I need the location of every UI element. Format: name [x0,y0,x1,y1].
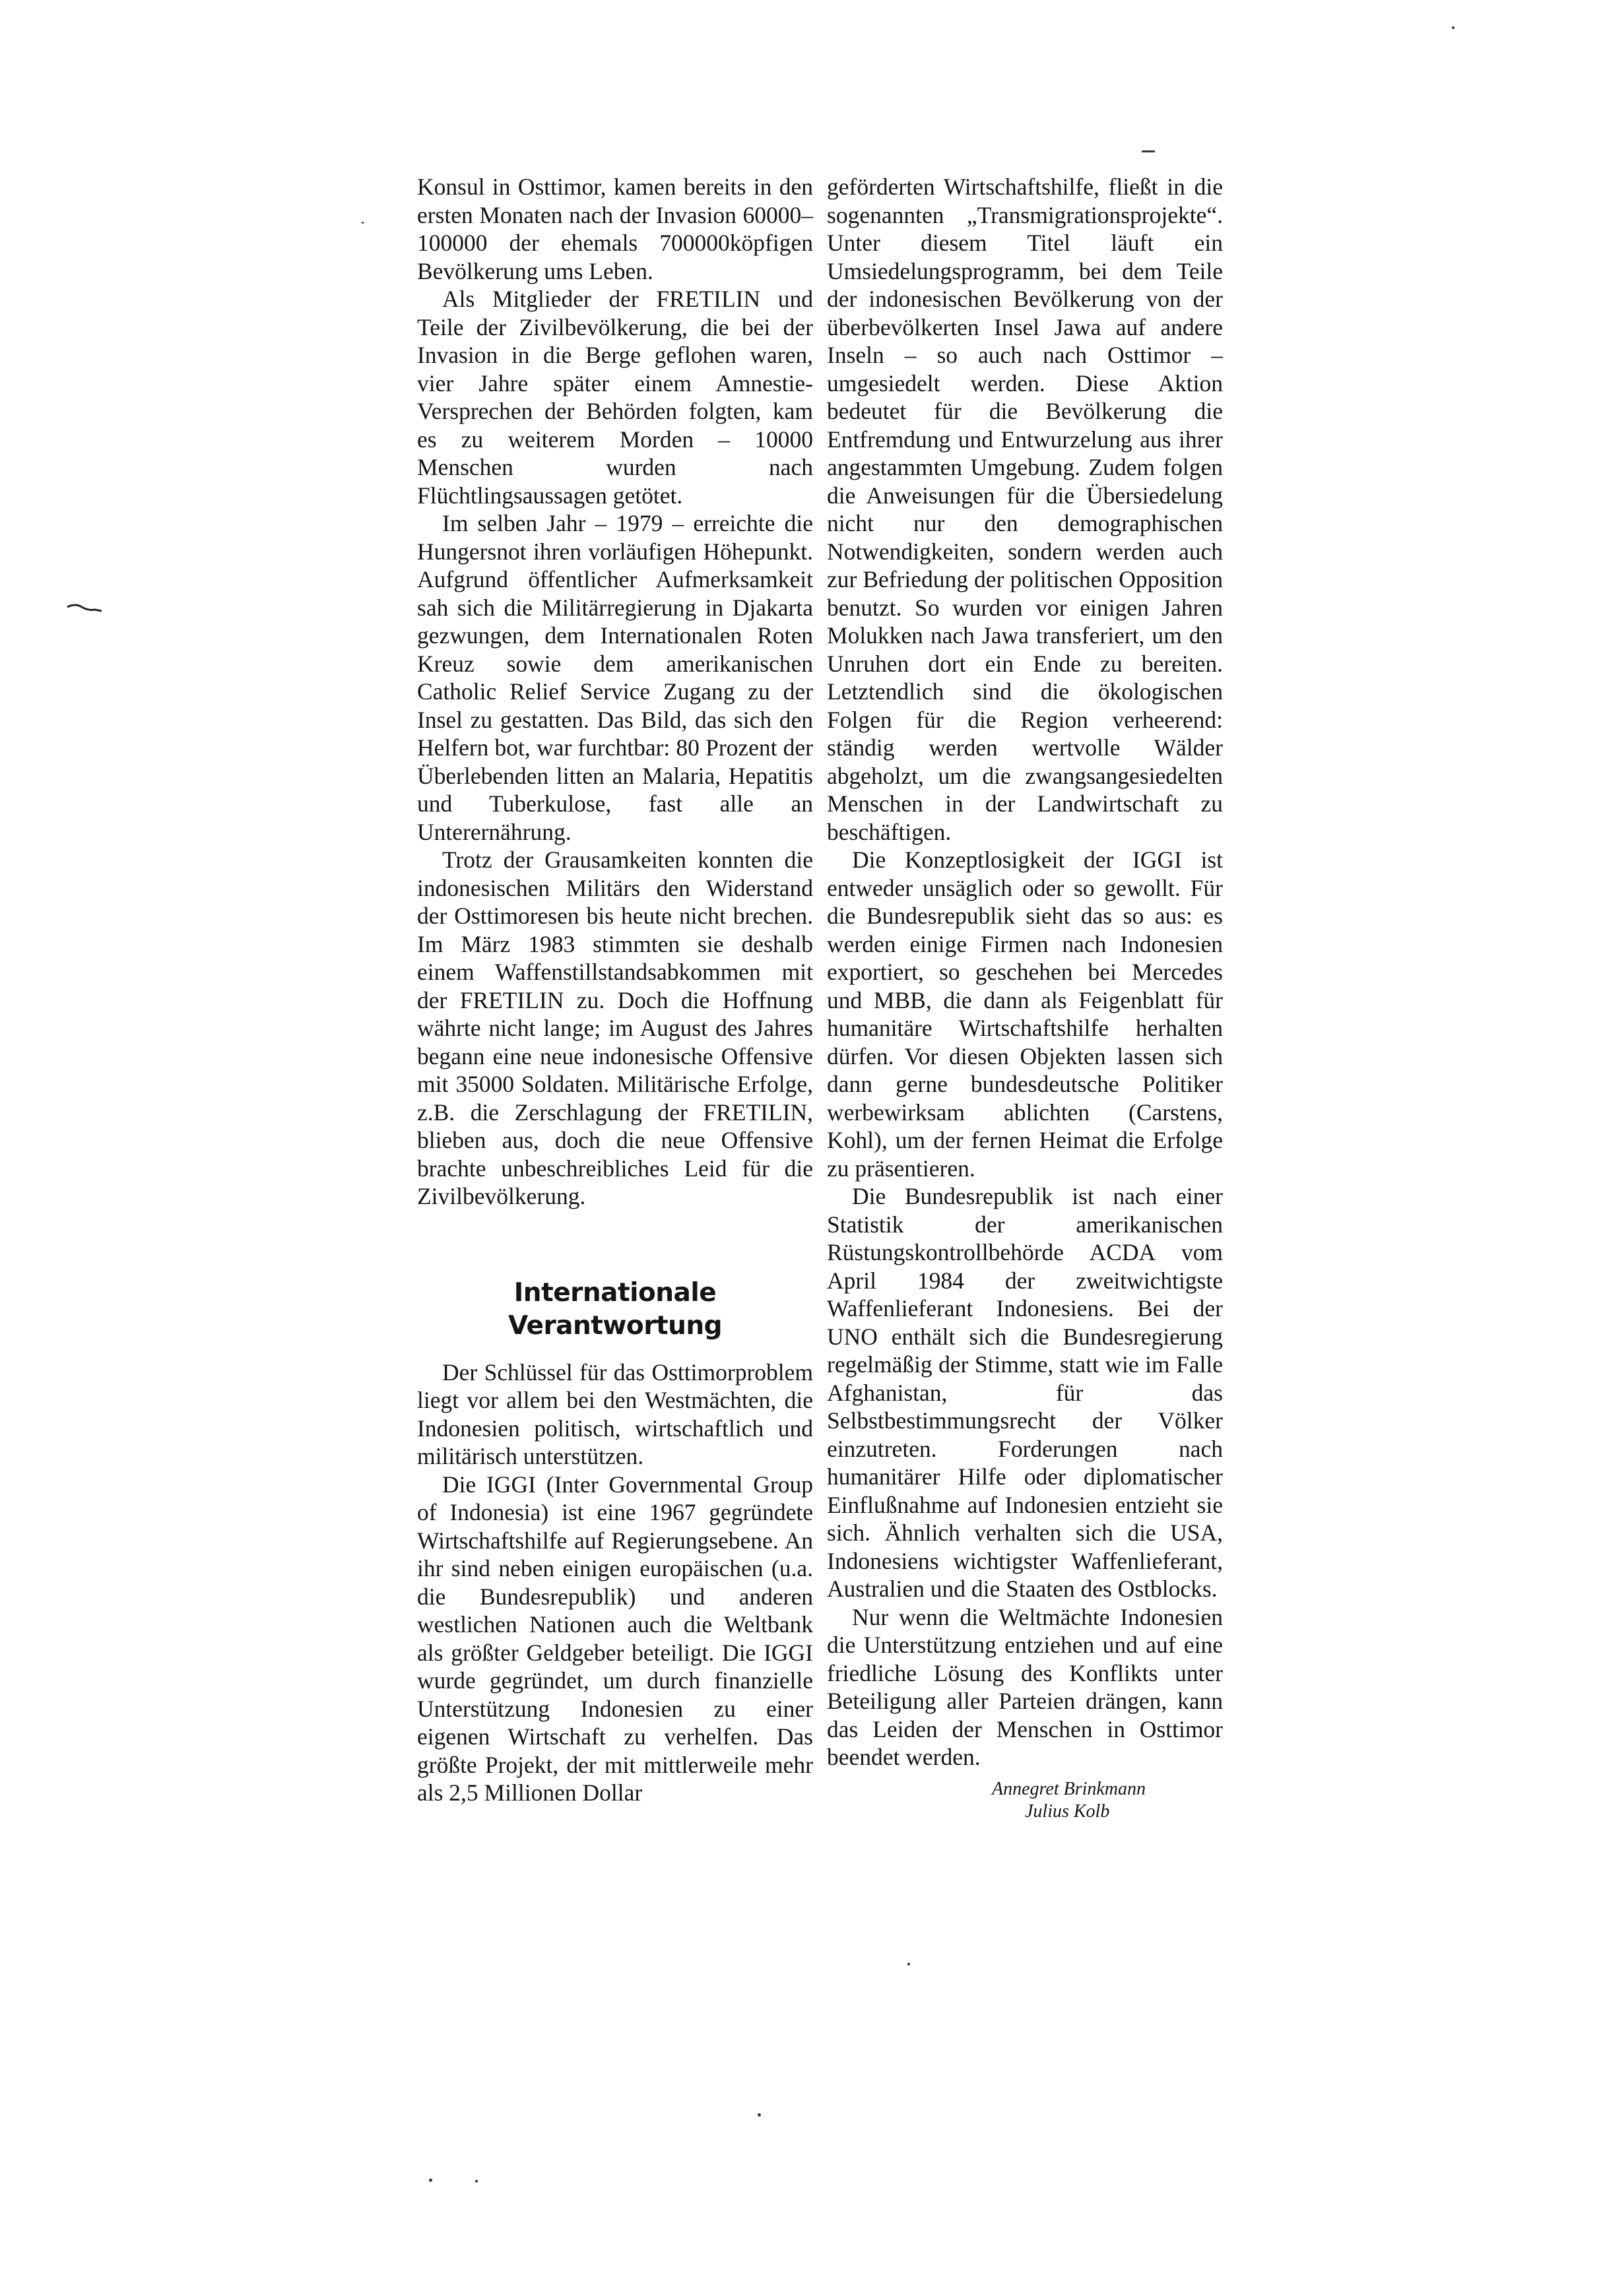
scan-speck [429,2179,432,2182]
author-name: Julius Kolb [1025,1801,1110,1822]
article-paragraph: Die Konzeptlosigkeit der IGGI ist entweder unsäglich oder so gewollt. Für die Bundesrepublik sieht das so aus: es werden einige Firmen nach Indonesien exportiert, so geschehen bei Mercedes und MBB, die dann als Feigenblatt für humanitäre Wirtschaftshilfe herhalten dürfen. Vor diesen Objekten lassen sich dann gerne bundesdeutsche Politiker werbewirksam ablichten (Carstens, Kohl), um der fernen Heimat die Erfolge zu präsentieren. [827,846,1223,1182]
scan-speck [1452,26,1455,29]
scan-speck [758,2113,761,2117]
right-column [827,173,1223,1823]
article-paragraph: geförderten Wirtschaftshilfe, fließt in die sogenannten „Transmigrationsprojekte“. Unter diesem Titel läuft ein Umsiedelungsprogramm, bei dem Teile der indonesischen Bevölkerung von der überbevölkerten Insel Jawa auf andere Inseln – so auch nach Osttimor – umgesiedelt werden. Diese Aktion bedeutet für die Bevölkerung die Entfremdung und Entwurzelung aus ihrer angestammten Umgebung. Zudem folgen die Anweisungen für die Übersiedelung nicht nur den demographischen Notwendigkeiten, sondern werden auch zur Befriedung der politischen Opposition benutzt. So wurden vor einigen Jahren Molukken nach Jawa transferiert, um den Unruhen dort ein Ende zu bereiten. Letztendlich sind die ökologischen Folgen für die Region verheerend: ständig werden wertvolle Wälder abgeholzt, um die zwangsangesiedelten Menschen in der Landwirtschaft zu beschäftigen. [827,174,1223,845]
section-heading-line: Verantwortung [508,1310,723,1341]
article-paragraph: Der Schlüssel für das Osttimorproblem liegt vor allem bei den Westmächten, die Indonesien politisch, wirtschaftlich und militärisch unterstützen. [417,1358,813,1469]
scan-speck [475,2180,478,2183]
margin-mark [66,602,103,614]
scan-speck [1142,150,1155,152]
article-paragraph: Die Bundesrepublik ist nach einer Statistik der amerikanischen Rüstungskontrollbehörde ACDA vom April 1984 der zweitwichtigste Waffenlieferant Indonesiens. Bei der UNO enthält sich die Bundesregierung regelmäßig der Stimme, statt wie im Falle Afghanistan, für das Selbstbestimmungsrecht der Völker einzutreten. Forderungen nach humanitärer Hilfe oder diplomatischer Einflußnahme auf Indonesien entzieht sie sich. Ähnlich verhalten sich die USA, Indonesiens wichtigster Waffenlieferant, Australien und die Staaten des Ostblocks. [827,1183,1223,1602]
article-paragraph: Im selben Jahr – 1979 – erreichte die Hungersnot ihren vorläufigen Höhepunkt. Aufgrund öffentlicher Aufmerksamkeit sah sich die Militärregierung in Djakarta gezwungen, dem Internationalen Roten Kreuz sowie dem amerikanischen Catholic Relief Service Zugang zu der Insel zu gestatten. Das Bild, das sich den Helfern bot, war furchtbar: 80 Prozent der Überlebenden litten an Malaria, Hepatitis und Tuberkulose, fast alle an Unterernährung. [417,510,813,845]
article-paragraph: Die IGGI (Inter Governmental Group of Indonesia) ist eine 1967 gegründete Wirtschaftshilfe auf Regierungsebene. An ihr sind neben einigen europäischen (u.a. die Bundesrepublik) und anderen westlichen Nationen auch die Weltbank als größter Geldgeber beteiligt. Die IGGI wurde gegründet, um durch finanzielle Unterstützung Indonesien zu einer eigenen Wirtschaft zu verhelfen. Das größte Projekt, der mit mittlerweile mehr als 2,5 Millionen Dollar [417,1471,813,1806]
scan-speck [362,222,364,224]
author-name: Annegret Brinkmann [992,1778,1146,1799]
section-heading [417,1277,813,1343]
article-paragraph: Konsul in Osttimor, kamen bereits in den ersten Monaten nach der Invasion 60000–100000 der ehemals 700000köpfigen Bevölkerung ums Leben. [417,174,813,284]
article-paragraph: Nur wenn die Weltmächte Indonesien die Unterstützung entziehen und auf eine friedliche Lösung des Konflikts unter Beteiligung aller Parteien drängen, kann das Leiden der Menschen in Osttimor beendet werden. [827,1603,1223,1770]
article-paragraph: Als Mitglieder der FRETILIN und Teile der Zivilbevölkerung, die bei der Invasion in die Berge geflohen waren, vier Jahre später einem Amnestie-Versprechen der Behörden folgten, kam es zu weiterem Morden – 10000 Menschen wurden nach Flüchtlingsaussagen getötet. [417,286,813,509]
scan-speck [907,1963,910,1965]
section-heading-line: Internationale [513,1277,717,1308]
left-column [417,173,813,1807]
article-paragraph: Trotz der Grausamkeiten konnten die indonesischen Militärs den Widerstand der Osttimoresen bis heute nicht brechen. Im März 1983 stimmten sie deshalb einem Waffenstillstandsabkommen mit der FRETILIN zu. Doch die Hoffnung währte nicht lange; im August des Jahres begann eine neue indonesische Offensive mit 35000 Soldaten. Militärische Erfolge, z.B. die Zerschlagung der FRETILIN, blieben aus, doch die neue Offensive brachte unbeschreibliches Leid für die Zivilbevölkerung. [417,846,813,1209]
author-signature [827,1778,1223,1823]
